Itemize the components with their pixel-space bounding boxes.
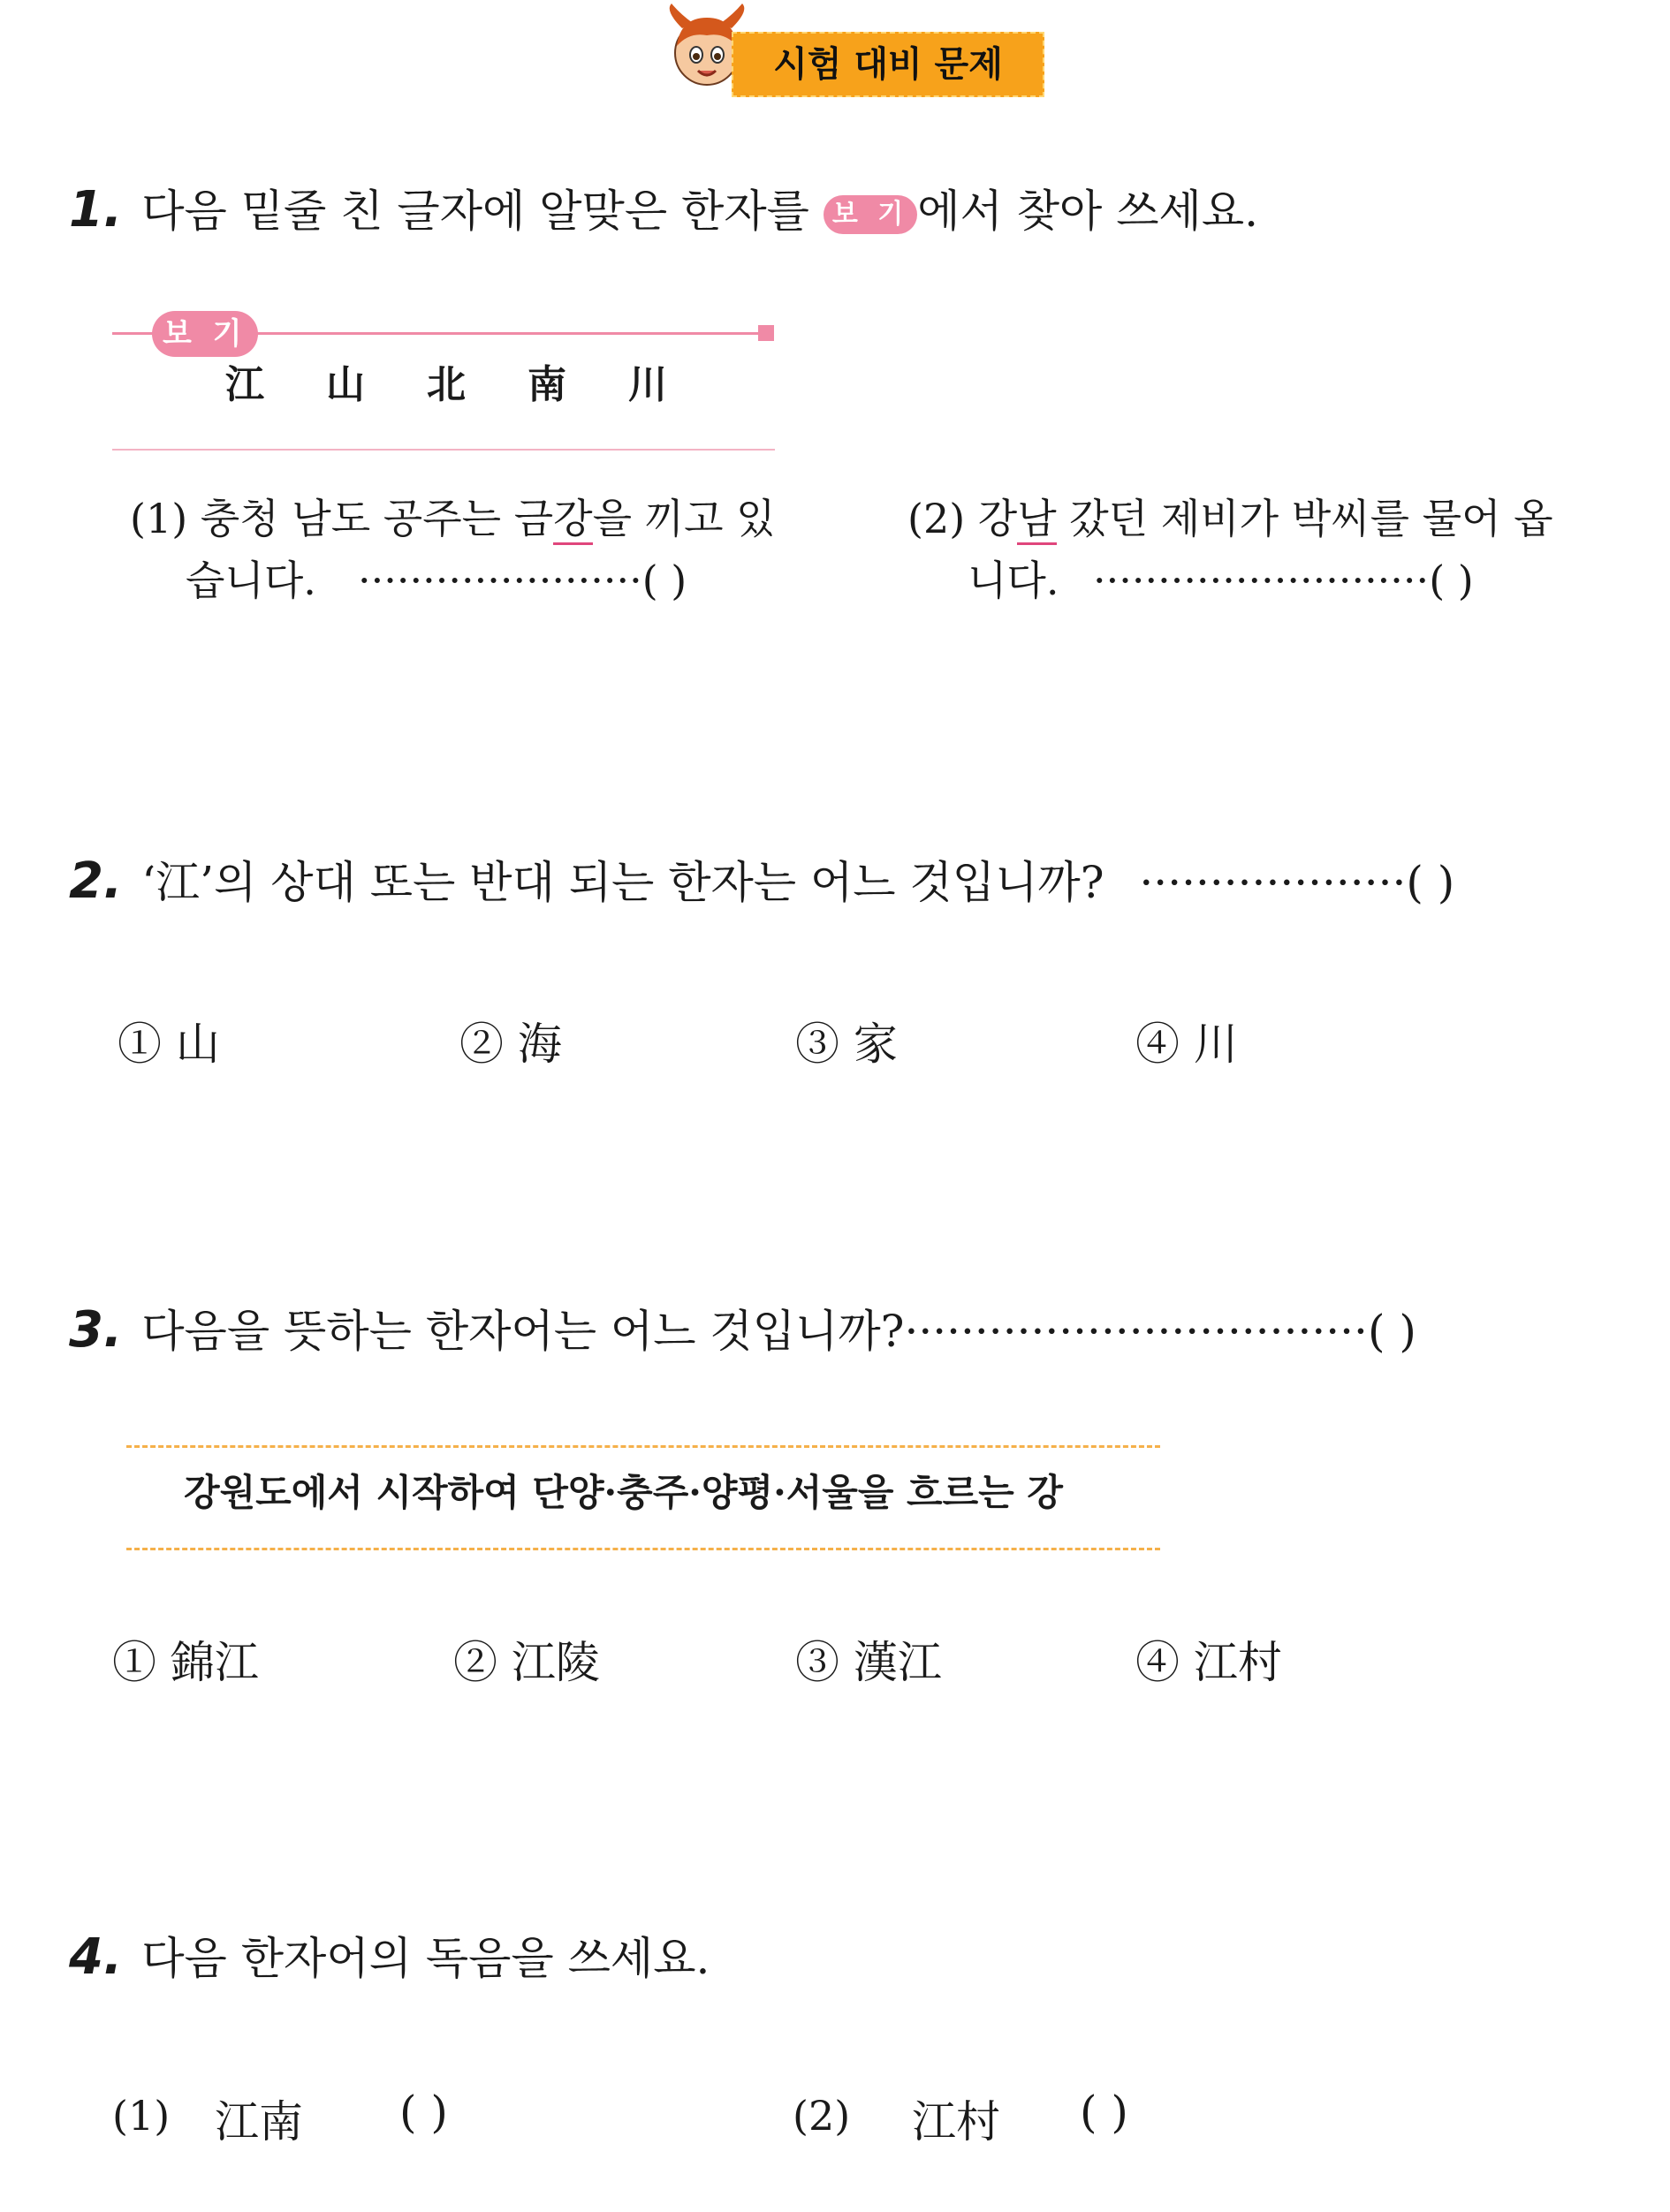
leader-dots: ··················· bbox=[1139, 857, 1407, 908]
option[interactable]: ① 山 bbox=[118, 1019, 220, 1070]
underlined-char: 남 bbox=[1017, 495, 1056, 545]
bogi-bottom-line bbox=[112, 449, 775, 451]
option[interactable]: ② 江陵 bbox=[453, 1637, 600, 1688]
answer-blank[interactable]: ( ) bbox=[1429, 557, 1474, 604]
answer-blank[interactable]: ( ) bbox=[641, 557, 687, 604]
question-1-prompt: 1. 다음 밑줄 친 글자에 알맞은 한자를 보 기 에서 찾아 쓰세요. bbox=[69, 181, 1259, 239]
question-2-prompt: 2. ‘江’의 상대 또는 반대 되는 한자는 어느 것입니까? ···················( ) bbox=[69, 852, 1455, 910]
answer-blank[interactable]: ( ) bbox=[1406, 857, 1455, 908]
bogi-char: 北 bbox=[427, 362, 466, 407]
question-4-prompt: 4. 다음 한자어의 독음을 쓰세요. bbox=[69, 1928, 710, 1986]
page-title: 시험 대비 문제 bbox=[732, 32, 1044, 97]
leader-dots: ·························· bbox=[1093, 557, 1430, 604]
question-3-prompt: 3. 다음을 뜻하는 한자어는 어느 것입니까?·································( ) bbox=[69, 1301, 1416, 1359]
option[interactable]: ③ 漢江 bbox=[795, 1637, 942, 1688]
option[interactable]: ③ 家 bbox=[795, 1019, 898, 1070]
bogi-char: 川 bbox=[628, 362, 667, 407]
item-marker: (2) bbox=[793, 2092, 851, 2140]
bogi-char: 江 bbox=[225, 362, 264, 407]
option[interactable]: ④ 川 bbox=[1135, 1019, 1238, 1070]
item-marker: (2) bbox=[907, 495, 966, 542]
bogi-badge: 보 기 bbox=[824, 195, 917, 234]
answer-blank[interactable]: ( ) bbox=[1080, 2087, 1128, 2138]
bogi-char: 南 bbox=[528, 362, 566, 407]
definition-text: 강원도에서 시작하여 단양·충주·양평·서울을 흐르는 강 bbox=[184, 1471, 1063, 1514]
bogi-label: 보 기 bbox=[152, 311, 258, 357]
bogi-characters bbox=[225, 360, 681, 410]
leader-dots: ································· bbox=[904, 1306, 1368, 1357]
answer-blank[interactable]: ( ) bbox=[399, 2087, 448, 2138]
option[interactable]: ① 錦江 bbox=[112, 1637, 259, 1688]
option[interactable]: ② 海 bbox=[459, 1019, 562, 1070]
hanja-word: 江村 bbox=[912, 2096, 1000, 2148]
hanja-word: 江南 bbox=[215, 2096, 303, 2148]
question-number: 1. bbox=[69, 181, 123, 239]
question-number: 2. bbox=[69, 852, 123, 910]
question-number: 4. bbox=[69, 1928, 123, 1986]
underlined-char: 강 bbox=[553, 495, 592, 545]
option[interactable]: ④ 江村 bbox=[1135, 1637, 1282, 1688]
question-number: 3. bbox=[69, 1301, 123, 1359]
leader-dots: ······················ bbox=[358, 557, 642, 604]
bogi-char: 山 bbox=[326, 362, 365, 407]
item-marker: (1) bbox=[112, 2092, 171, 2140]
item-marker: (1) bbox=[130, 495, 188, 542]
bogi-line-end bbox=[758, 325, 774, 341]
answer-blank[interactable]: ( ) bbox=[1367, 1306, 1416, 1357]
